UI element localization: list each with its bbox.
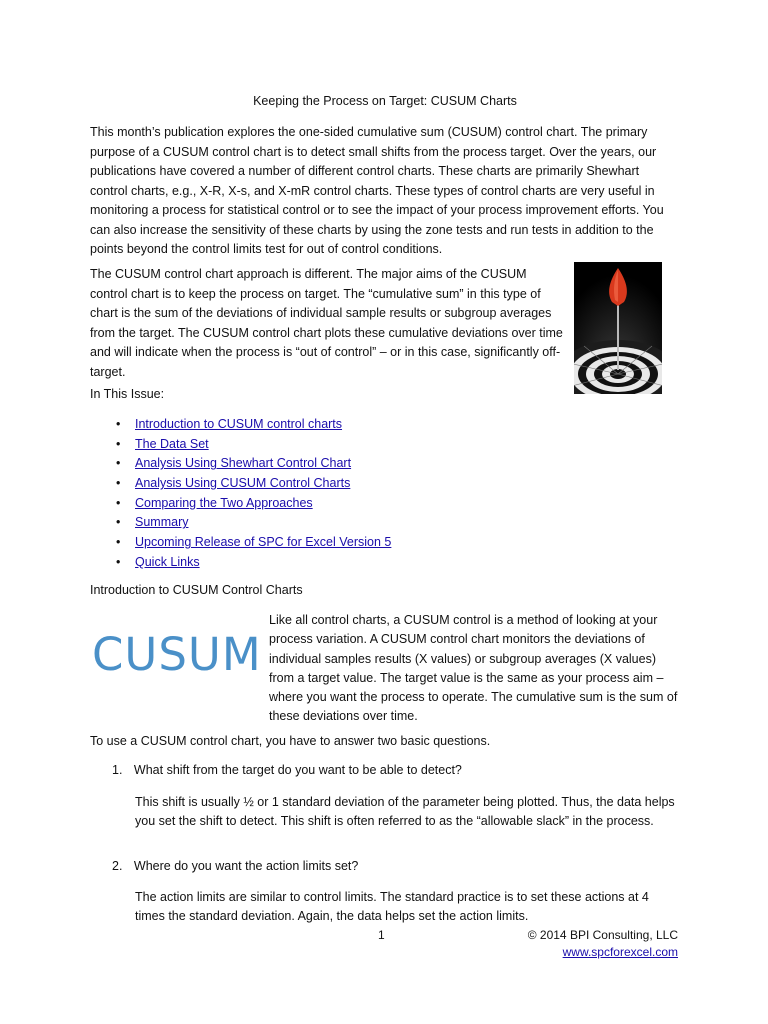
section-heading: Introduction to CUSUM Control Charts [90,583,303,597]
toc-item: • Comparing the Two Approaches [116,495,313,510]
toc-link-upcoming-release[interactable]: Upcoming Release of SPC for Excel Version 5 [135,535,392,550]
question-number: 1. [112,763,123,777]
approach-paragraph: The CUSUM control chart approach is different. The major aims of the CUSUM control chart is to keep the process on target. The “cumulative sum” in this type of chart is the sum of the deviations of individual sample results or subgroup averages from the target. The CUSUM control chart plots these cumulative deviations over time and will indicate when the process is “out of control” – or in this case, significantly off-target. [90,267,563,379]
section-paragraph: Like all control charts, a CUSUM control is a method of looking at your process variation. A CUSUM control chart monitors the deviations of individual samples results (X values) or subgroup averages (X values) from a target value. The target value is the same as your process aim – where you want the process to operate. The cumulative sum is the sum of these deviations over time. [269,613,678,724]
copyright-notice: © 2014 BPI Consulting, LLC [527,928,678,942]
toc-item: • Quick Links [116,554,200,569]
answer-1: This shift is usually ½ or 1 standard deviation of the parameter being plotted. Thus, the data helps you set the shift to detect. This shift is often referred to as the “allowable slack” in the process. [135,795,675,828]
question-2 [112,859,358,873]
toc-link-cusum-analysis[interactable]: Analysis Using CUSUM Control Charts [135,476,351,491]
toc-item: • Analysis Using Shewhart Control Chart [116,456,352,471]
toc-link-quick-links[interactable]: Quick Links [135,554,200,569]
page-title: Keeping the Process on Target: CUSUM Charts [253,94,517,108]
answer-2: The action limits are similar to control limits. The standard practice is to set these actions at 4 times the standard deviation. Again, the data helps set the action limits. [135,890,649,923]
dartboard-image [574,262,662,394]
page-number: 1 [378,928,385,942]
website-link[interactable]: www.spcforexcel.com [562,945,678,959]
question-text: What shift from the target do you want to be able to detect? [133,763,462,777]
intro-paragraph: This month’s publication explores the one-sided cumulative sum (CUSUM) control chart. The primary purpose of a CUSUM control chart is to detect small shifts from the process target. Over the years, our publications have covered a number of different control charts. These charts are primarily Shewhart control charts, e.g., X-R, X-s, and X-mR control charts. These types of control charts are very useful in monitoring a process for statistical control or to see the impact of your process improvement efforts. You can also increase the sensitivity of these charts by using the zone tests and run tests in addition to the points beyond the control limits test for out of control conditions. [90,125,664,256]
in-this-issue-label: In This Issue: [90,387,165,401]
website-footer [563,945,678,959]
toc-link-data-set[interactable]: The Data Set [135,436,209,451]
question-number: 2. [112,859,123,873]
toc-item: • Upcoming Release of SPC for Excel Version 5 [116,535,392,550]
toc-link-comparing-approaches[interactable]: Comparing the Two Approaches [135,495,313,510]
toc-item: • The Data Set [116,436,209,451]
questions-intro: To use a CUSUM control chart, you have to answer two basic questions. [90,734,491,748]
table-of-contents [90,415,391,573]
question-1 [112,763,462,777]
question-text: Where do you want the action limits set? [133,859,359,873]
toc-link-shewhart-analysis[interactable]: Analysis Using Shewhart Control Chart [135,456,352,471]
toc-item: • Introduction to CUSUM control charts [116,417,343,431]
toc-item: • Analysis Using CUSUM Control Charts [116,476,351,491]
toc-link-summary[interactable]: Summary [135,515,189,530]
cusum-logo: CUSUM [92,628,262,681]
toc-link-introduction[interactable]: Introduction to CUSUM control charts [135,417,343,431]
toc-item: • Summary [116,515,189,530]
